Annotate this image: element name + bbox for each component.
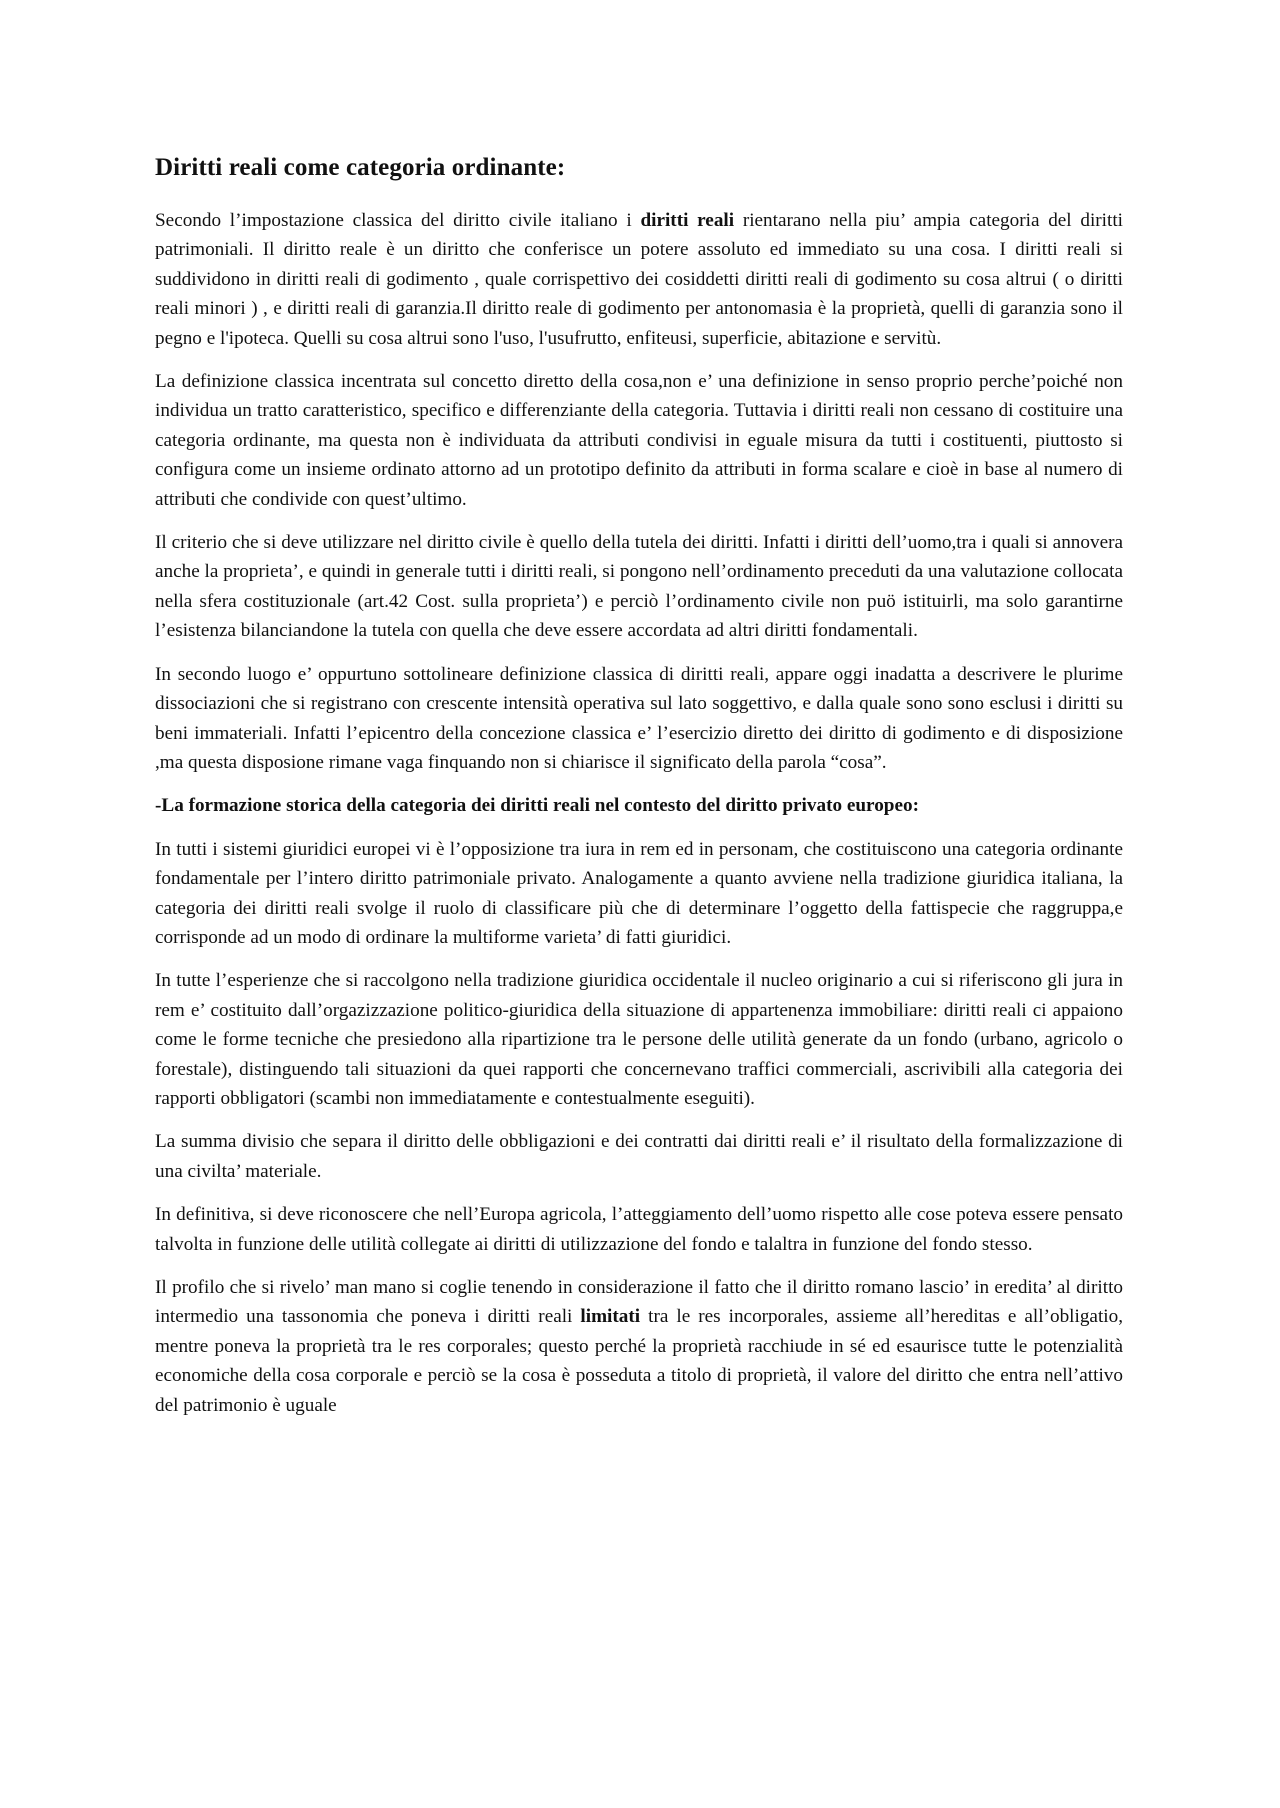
paragraph-1: [155, 206, 1123, 353]
paragraph-8: In definitiva, si deve riconoscere che nell’Europa agricola, l’atteggiamento dell’uomo rispetto alle cose poteva essere pensato talvolta in funzione delle utilità collegate ai diritti di utilizzazione del fondo e talaltra in funzione del fondo stesso.: [155, 1204, 1123, 1255]
section-heading: -La formazione storica della categoria dei diritti reali nel contesto del diritto privato europeo:: [155, 795, 919, 817]
paragraph-4: In secondo luogo e’ oppurtuno sottolineare definizione classica di diritti reali, appare oggi inadatta a descrivere le plurime dissociazioni che si registrano con crescente intensità operativa sul lato soggettivo, e dalla quale sono sono esclusi i diritti su beni immateriali. Infatti l’epicentro della concezione classica e’ l’esercizio diretto dei diritto di godimento e di disposizione ,ma questa disposione rimane vaga finquando non si chiarisce il significato della parola “cosa”.: [155, 663, 1123, 773]
paragraph-9-bold: limitati: [580, 1306, 641, 1328]
paragraph-6: In tutte l’esperienze che si raccolgono nella tradizione giuridica occidentale il nucleo originario a cui si riferiscono gli jura in rem e’ costituito dall’orgazizzazione politico-giuridica della situazione di appartenenza immobiliare: diritti reali ci appaiono come le forme tecniche che presiedono alla ripartizione tra le persone delle utilità generate da un fondo (urbano, agricolo o forestale), distinguendo tali situazioni da quei rapporti che concernevano traffici commerciali, ascrivibili alla categoria dei rapporti obbligatori (scambi non immediatamente e contestualmente eseguiti).: [155, 970, 1123, 1109]
paragraph-1-text-a: Secondo l’impostazione classica del diritto civile italiano i: [155, 210, 641, 231]
paragraph-9-text-b: tra le res incorporales, assieme all’hereditas e all’obligatio, mentre poneva la proprietà tra le res corporales; questo perché la proprietà racchiude in sé ed esaurisce tutte le potenzialità economiche della cosa corporale e perciò se la cosa è posseduta a titolo di proprietà, il valore del diritto che entra nell’attivo del patrimonio è uguale: [155, 1306, 1123, 1416]
document-title: Diritti reali come categoria ordinante:: [155, 154, 566, 181]
paragraph-1-bold: diritti reali: [640, 210, 735, 231]
document-page: [155, 152, 1123, 1434]
paragraph-9-text-a: Il profilo che si rivelo’ man mano si coglie tenendo in considerazione il fatto che il diritto romano lascio’ in eredita’ al diritto intermedio una tassonomia che poneva i diritti reali: [155, 1277, 1123, 1328]
paragraph-1-text-b: rientarano nella piu’ ampia categoria del diritti patrimoniali. Il diritto reale è un diritto che conferisce un potere assoluto ed immediato su una cosa. I diritti reali si suddividono in diritti reali di godimento , quale corrispettivo dei cosiddetti diritti reali di godimento su cosa altrui ( o diritti reali minori ) , e diritti reali di garanzia.Il diritto reale di godimento per antonomasia è la proprietà, quelli di garanzia sono il pegno e l'ipoteca. Quelli su cosa altrui sono l'uso, l'usufrutto, enfiteusi, superficie, abitazione e servitù.: [155, 210, 1124, 349]
paragraph-3: Il criterio che si deve utilizzare nel diritto civile è quello della tutela dei diritti. Infatti i diritti dell’uomo,tra i quali si annovera anche la proprieta’, e quindi in generale tutti i diritti reali, si pongono nell’ordinamento preceduti da una valutazione collocata nella sfera costituzionale (art.42 Cost. sulla proprieta’) e perciò l’ordinamento civile non puö istituirli, ma solo garantirne l’esistenza bilanciandone la tutela con quella che deve essere accordata ad altri diritti fondamentali.: [155, 532, 1123, 642]
paragraph-2: La definizione classica incentrata sul concetto diretto della cosa,non e’ una definizione in senso proprio perche’poiché non individua un tratto caratteristico, specifico e differenziante della categoria. Tuttavia i diritti reali non cessano di costituire una categoria ordinante, ma questa non è individuata da attributi condivisi in eguale misura da tutti i costituenti, piuttosto si configura come un insieme ordinato attorno ad un prototipo definito da attributi in forma scalare e cioè in base al numero di attributi che condivide con quest’ultimo.: [155, 371, 1123, 510]
paragraph-5: In tutti i sistemi giuridici europei vi è l’opposizione tra iura in rem ed in personam, che costituiscono una categoria ordinante fondamentale per l’intero diritto patrimoniale privato. Analogamente a quanto avviene nella tradizione giuridica italiana, la categoria dei diritti reali svolge il ruolo di classificare più che di determinare l’oggetto della fattispecie che raggruppa,e corrisponde ad un modo di ordinare la multiforme varieta’ di fatti giuridici.: [155, 838, 1123, 948]
paragraph-9: [155, 1273, 1123, 1420]
paragraph-7: La summa divisio che separa il diritto delle obbligazioni e dei contratti dai diritti reali e’ il risultato della formalizzazione di una civilta’ materiale.: [155, 1131, 1123, 1182]
